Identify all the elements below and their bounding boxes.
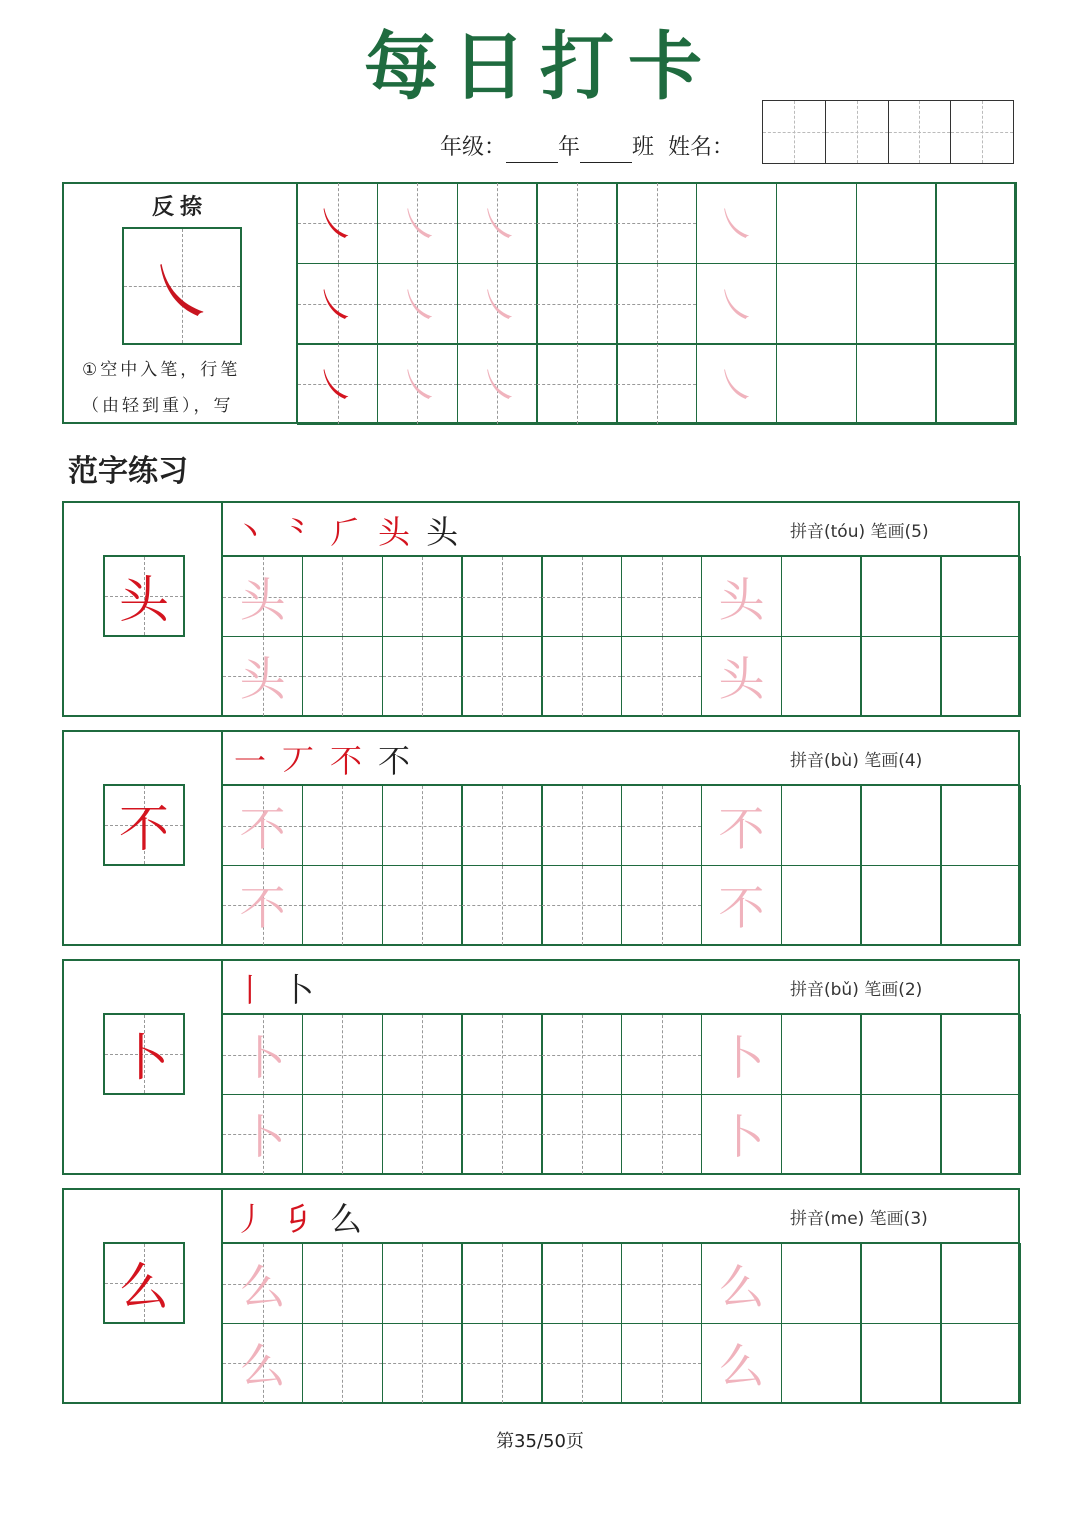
page-number: 第35/50页: [496, 1431, 584, 1452]
stroke-practice-cell[interactable]: [935, 343, 1016, 425]
pinyin-stroke-info: 拼音(bù) 笔画(4): [790, 751, 923, 771]
practice-cell[interactable]: [621, 1243, 702, 1324]
practice-cell[interactable]: [461, 1323, 542, 1404]
practice-cell[interactable]: [222, 865, 303, 946]
practice-cell[interactable]: [382, 785, 463, 866]
practice-cell[interactable]: [541, 556, 622, 637]
practice-cell[interactable]: [940, 556, 1021, 637]
stroke-model-glyph: ㇏: [316, 282, 356, 329]
stroke-practice-cell[interactable]: [935, 182, 1016, 264]
stroke-step: 不: [378, 742, 417, 780]
practice-cell[interactable]: [860, 1323, 941, 1404]
stroke-trace-glyph: ㇏: [479, 202, 520, 248]
practice-cell[interactable]: [781, 1014, 862, 1095]
practice-cell[interactable]: [860, 1243, 941, 1324]
practice-cell[interactable]: [621, 785, 702, 866]
practice-cell[interactable]: [222, 1094, 303, 1175]
stroke-order-row: [222, 959, 1020, 1015]
stroke-practice-cell[interactable]: [856, 182, 937, 264]
practice-cell[interactable]: [860, 785, 941, 866]
name-box[interactable]: [762, 100, 1014, 164]
stroke-step: 丨: [234, 971, 273, 1009]
stroke-note-line: （由轻到重），写: [82, 396, 234, 416]
stroke-order-row: [222, 730, 1020, 786]
trace-character: 卜: [718, 1030, 765, 1085]
practice-cell[interactable]: [781, 556, 862, 637]
practice-cell[interactable]: [940, 1014, 1021, 1095]
practice-cell[interactable]: [701, 865, 782, 946]
practice-cell[interactable]: [940, 1243, 1021, 1324]
practice-cell[interactable]: [382, 1094, 463, 1175]
stroke-trace-glyph: ㇏: [716, 202, 757, 248]
practice-cell[interactable]: [541, 1094, 622, 1175]
stroke-trace-glyph: ㇏: [716, 363, 757, 410]
practice-cell[interactable]: [541, 1243, 622, 1324]
stroke-practice-cell[interactable]: [297, 263, 378, 345]
stroke-order: [234, 1194, 378, 1240]
practice-cell[interactable]: [222, 1014, 303, 1095]
practice-cell[interactable]: [701, 1014, 782, 1095]
practice-cell[interactable]: [781, 1243, 862, 1324]
practice-cell[interactable]: [621, 865, 702, 946]
practice-cell[interactable]: [541, 785, 622, 866]
practice-cell[interactable]: [940, 1323, 1021, 1404]
trace-character: 不: [239, 801, 286, 856]
practice-cell[interactable]: [860, 1014, 941, 1095]
stroke-practice-cell[interactable]: [856, 343, 937, 425]
grade-label: 年级：: [440, 135, 507, 160]
stroke-step: 么: [330, 1200, 369, 1238]
stroke-practice-cell[interactable]: [536, 263, 617, 345]
trace-character: 么: [718, 1339, 765, 1394]
page-title: 每日打卡: [364, 24, 716, 110]
stroke-order: [234, 965, 330, 1011]
practice-cell[interactable]: [940, 865, 1021, 946]
name-cell[interactable]: [763, 101, 826, 163]
stroke-practice-cell[interactable]: [536, 343, 617, 425]
practice-cell[interactable]: [621, 1094, 702, 1175]
stroke-practice-cell[interactable]: [457, 263, 538, 345]
name-cell[interactable]: [826, 101, 889, 163]
stroke-trace-glyph: ㇏: [479, 363, 520, 410]
model-character: 头: [119, 571, 169, 629]
stroke-practice-cell[interactable]: [696, 263, 777, 345]
practice-cell[interactable]: [461, 785, 542, 866]
practice-cell[interactable]: [940, 1094, 1021, 1175]
model-character-box: [103, 555, 185, 637]
stroke-practice-cell[interactable]: [776, 343, 857, 425]
stroke-practice-cell[interactable]: [457, 343, 538, 425]
stroke-practice-cell[interactable]: [536, 182, 617, 264]
practice-cell[interactable]: [541, 636, 622, 717]
model-character: 不: [119, 800, 169, 858]
trace-character: 头: [718, 652, 765, 707]
stroke-order: [234, 736, 426, 782]
practice-cell[interactable]: [701, 785, 782, 866]
practice-cell[interactable]: [382, 636, 463, 717]
stroke-practice-cell[interactable]: [616, 263, 697, 345]
practice-cell[interactable]: [222, 556, 303, 637]
pinyin-stroke-info: 拼音(tóu) 笔画(5): [790, 522, 929, 542]
practice-cell[interactable]: [781, 636, 862, 717]
practice-cell[interactable]: [222, 1323, 303, 1404]
practice-cell[interactable]: [781, 1094, 862, 1175]
practice-cell[interactable]: [302, 1014, 383, 1095]
grade-blank[interactable]: [506, 140, 558, 163]
name-cell[interactable]: [951, 101, 1013, 163]
trace-character: 么: [239, 1259, 286, 1314]
trace-character: 不: [239, 881, 286, 936]
stroke-practice-cell[interactable]: [457, 182, 538, 264]
practice-cell[interactable]: [621, 556, 702, 637]
stroke-practice-cell[interactable]: [696, 182, 777, 264]
stroke-step: 丆: [282, 742, 321, 780]
stroke-order-row: [222, 501, 1020, 557]
stroke-order-row: [222, 1188, 1020, 1244]
practice-cell[interactable]: [860, 636, 941, 717]
stroke-practice-cell[interactable]: [297, 343, 378, 425]
practice-cell[interactable]: [701, 1323, 782, 1404]
practice-cell[interactable]: [302, 1094, 383, 1175]
trace-character: 头: [239, 652, 286, 707]
practice-cell[interactable]: [621, 1323, 702, 1404]
model-character: 么: [119, 1258, 169, 1316]
stroke-step: 一: [234, 742, 273, 780]
stroke-practice-cell[interactable]: [616, 343, 697, 425]
trace-character: 头: [239, 572, 286, 627]
model-character-box: [103, 1013, 185, 1095]
practice-cell[interactable]: [461, 1094, 542, 1175]
practice-cell[interactable]: [860, 1094, 941, 1175]
practice-cell[interactable]: [461, 1243, 542, 1324]
stroke-trace-glyph: ㇏: [399, 282, 440, 329]
practice-cell[interactable]: [461, 556, 542, 637]
stroke-step: 丿: [234, 1200, 273, 1238]
stroke-model-glyph: ㇏: [316, 363, 356, 410]
stroke-info-column: [62, 182, 298, 424]
stroke-practice-cell[interactable]: [935, 263, 1016, 345]
model-character-box: [103, 1242, 185, 1324]
stroke-name: 反捺: [151, 195, 208, 220]
stroke-model-glyph: ㇏: [316, 202, 356, 248]
practice-cell[interactable]: [781, 1323, 862, 1404]
practice-cell[interactable]: [302, 1243, 383, 1324]
practice-cell[interactable]: [701, 1094, 782, 1175]
practice-cell[interactable]: [461, 1014, 542, 1095]
stroke-model-glyph: ㇏: [147, 250, 217, 333]
practice-cell[interactable]: [701, 1243, 782, 1324]
stroke-practice-cell[interactable]: [856, 263, 937, 345]
stroke-practice-cell[interactable]: [377, 182, 458, 264]
stroke-practice-cell[interactable]: [776, 263, 857, 345]
trace-character: 不: [718, 881, 765, 936]
trace-character: 卜: [239, 1030, 286, 1085]
pinyin-stroke-info: 拼音(me) 笔画(3): [790, 1209, 928, 1229]
stroke-trace-glyph: ㇏: [479, 282, 520, 329]
stroke-step: 丶: [234, 513, 273, 551]
practice-cell[interactable]: [781, 865, 862, 946]
stroke-practice-cell[interactable]: [616, 182, 697, 264]
stroke-note: [82, 352, 292, 424]
stroke-step: 不: [330, 742, 369, 780]
name-row: [440, 133, 734, 163]
stroke-trace-glyph: ㇏: [399, 202, 440, 248]
stroke-order: [234, 507, 474, 553]
stroke-practice-cell[interactable]: [297, 182, 378, 264]
practice-cell[interactable]: [382, 1014, 463, 1095]
stroke-practice-cell[interactable]: [377, 263, 458, 345]
practice-cell[interactable]: [701, 556, 782, 637]
practice-cell[interactable]: [302, 556, 383, 637]
practice-cell[interactable]: [461, 865, 542, 946]
practice-cell[interactable]: [621, 1014, 702, 1095]
model-character-box: [103, 784, 185, 866]
stroke-step: 𠂎: [282, 1200, 321, 1238]
stroke-model-box: [122, 227, 242, 345]
practice-cell[interactable]: [860, 865, 941, 946]
stroke-practice-cell[interactable]: [696, 343, 777, 425]
practice-cell[interactable]: [781, 785, 862, 866]
practice-cell[interactable]: [541, 865, 622, 946]
stroke-note-line: ①空中入笔，行笔: [82, 360, 241, 380]
class-label: 班: [632, 135, 655, 160]
stroke-step: 头: [426, 513, 465, 551]
stroke-practice-cell[interactable]: [377, 343, 458, 425]
practice-cell[interactable]: [382, 1323, 463, 1404]
trace-character: 卜: [718, 1110, 765, 1165]
trace-character: 么: [718, 1259, 765, 1314]
stroke-step: 头: [378, 513, 417, 551]
practice-cell[interactable]: [222, 1243, 303, 1324]
stroke-step: ⺀: [282, 513, 321, 551]
trace-character: 么: [239, 1339, 286, 1394]
model-character: 卜: [119, 1029, 169, 1087]
practice-cell[interactable]: [940, 785, 1021, 866]
trace-character: 卜: [239, 1110, 286, 1165]
stroke-trace-glyph: ㇏: [399, 363, 440, 410]
practice-cell[interactable]: [940, 636, 1021, 717]
practice-cell[interactable]: [302, 865, 383, 946]
practice-cell[interactable]: [860, 556, 941, 637]
practice-cell[interactable]: [621, 636, 702, 717]
practice-cell[interactable]: [302, 636, 383, 717]
section-title: 范字练习: [68, 454, 188, 489]
practice-cell[interactable]: [382, 865, 463, 946]
practice-cell[interactable]: [302, 1323, 383, 1404]
practice-cell[interactable]: [541, 1014, 622, 1095]
stroke-practice-cell[interactable]: [776, 182, 857, 264]
name-label: 姓名：: [668, 135, 735, 160]
year-label: 年: [558, 135, 581, 160]
practice-cell[interactable]: [701, 636, 782, 717]
practice-cell[interactable]: [302, 785, 383, 866]
practice-cell[interactable]: [222, 785, 303, 866]
trace-character: 头: [718, 572, 765, 627]
stroke-step: ⺁: [330, 513, 369, 551]
practice-cell[interactable]: [382, 556, 463, 637]
practice-cell[interactable]: [382, 1243, 463, 1324]
stroke-step: 卜: [282, 971, 321, 1009]
class-blank[interactable]: [580, 140, 632, 163]
name-cell[interactable]: [889, 101, 952, 163]
practice-cell[interactable]: [541, 1323, 622, 1404]
practice-cell[interactable]: [461, 636, 542, 717]
practice-cell[interactable]: [222, 636, 303, 717]
trace-character: 不: [718, 801, 765, 856]
stroke-trace-glyph: ㇏: [716, 282, 757, 329]
pinyin-stroke-info: 拼音(bǔ) 笔画(2): [790, 980, 923, 1000]
